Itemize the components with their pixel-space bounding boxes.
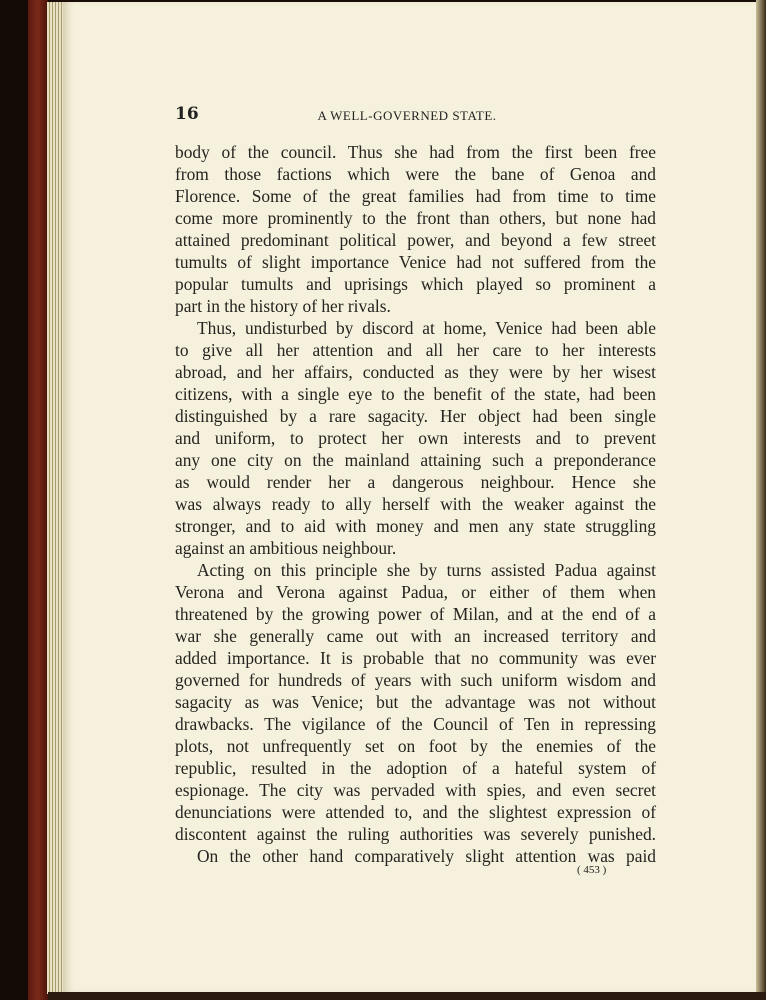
body-text: [175, 141, 656, 867]
text-line: against an ambitious neighbour.: [175, 538, 397, 558]
text-line: was always ready to ally herself with the weaker against the: [175, 494, 656, 514]
text-line: republic, resulted in the adoption of a hateful system of: [175, 758, 656, 778]
text-line: popular tumults and uprisings which played so prominent a: [175, 274, 656, 294]
text-line: added importance. It is probable that no community was ever: [175, 648, 656, 668]
right-page-edge: [756, 0, 766, 1000]
text-line: distinguished by a rare sagacity. Her object had been single: [175, 406, 656, 426]
text-line: Verona and Verona against Padua, or either of them when: [175, 582, 656, 602]
text-line: come more prominently to the front than others, but none had: [175, 208, 656, 228]
text-line: war she generally came out with an increased territory and: [175, 626, 656, 646]
text-line: as would render her a dangerous neighbour. Hence she: [175, 472, 656, 492]
signature-mark: ( 453 ): [577, 864, 607, 876]
bottom-page-edge: [48, 992, 766, 1000]
text-line: abroad, and her affairs, conducted as they were by her wisest: [175, 362, 656, 382]
text-line: from those factions which were the bane of Genoa and: [175, 164, 656, 184]
text-line: discontent against the ruling authorities was severely punished.: [175, 824, 656, 844]
book-spine: [0, 0, 30, 1000]
text-line: tumults of slight importance Venice had not suffered from the: [175, 252, 656, 272]
text-line: to give all her attention and all her care to her interests: [175, 340, 656, 360]
text-line: any one city on the mainland attaining such a preponderance: [175, 450, 656, 470]
text-line: espionage. The city was pervaded with spies, and even secret: [175, 780, 656, 800]
text-line: denunciations were attended to, and the slightest expression of: [175, 802, 656, 822]
text-line: part in the history of her rivals.: [175, 296, 391, 316]
text-line: body of the council. Thus she had from the first been free: [175, 142, 656, 162]
text-line: Thus, undisturbed by discord at home, Venice had been able: [197, 318, 656, 338]
page-number: 16: [175, 104, 199, 124]
running-title: A WELL-GOVERNED STATE.: [317, 108, 497, 123]
text-line: Acting on this principle she by turns assisted Padua against: [197, 560, 656, 580]
text-line: and uniform, to protect her own interests and to prevent: [175, 428, 656, 448]
book-cover-edge: [28, 0, 48, 1000]
text-line: stronger, and to aid with money and men any state struggling: [175, 516, 656, 536]
text-line: attained predominant political power, and beyond a few street: [175, 230, 656, 250]
text-line: Florence. Some of the great families had from time to time: [175, 186, 656, 206]
text-line: governed for hundreds of years with such uniform wisdom and: [175, 670, 656, 690]
text-line: citizens, with a single eye to the benefit of the state, had been: [175, 384, 656, 404]
text-line: drawbacks. The vigilance of the Council of Ten in repressing: [175, 714, 656, 734]
page-header: [175, 104, 655, 128]
text-line: plots, not unfrequently set on foot by the enemies of the: [175, 736, 656, 756]
text-line: threatened by the growing power of Milan, and at the end of a: [175, 604, 656, 624]
text-line: sagacity as was Venice; but the advantage was not without: [175, 692, 656, 712]
text-line: On the other hand comparatively slight attention was paid: [197, 846, 656, 866]
